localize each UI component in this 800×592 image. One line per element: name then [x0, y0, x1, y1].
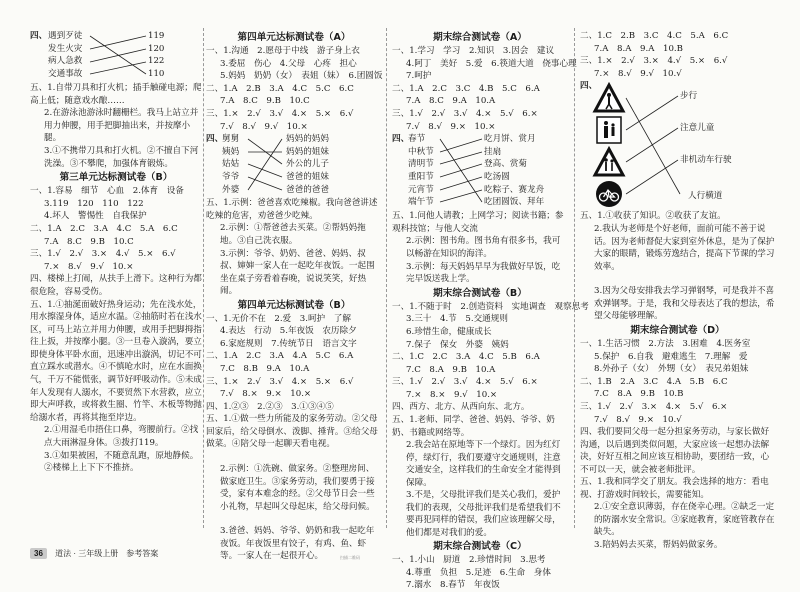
match-left-item: 清明节 — [408, 159, 434, 170]
answer-block: 一、1.学习 学习 2.知识 3.因会 建议 4.阿丁 美好 5.爱 6.筷道大道 侥事心理 7.呵护 二、1.A 2.C 3.C 4.B 5.C 6.A 7.A 8.C 9.A 10.A 三、1.√ 2.√ 3.√ 4.× 5.√ 6.× 7.√ 8.√ 9.× 10.× — [392, 46, 577, 132]
column-divider — [203, 28, 204, 528]
match-right-item: 122 — [148, 56, 165, 67]
match-left-item: 重阳节 — [408, 171, 434, 182]
qr-note: 扫描二维码 — [340, 555, 360, 560]
sign-label: 步行 — [680, 91, 698, 102]
column-4 — [580, 30, 775, 552]
sign-label: 人行横道 — [688, 191, 723, 202]
section-title: 期末综合测试卷（B） — [433, 287, 527, 299]
answer-block: 一、1.无价不在 2.爱 3.呵护 了解 4.表达 行动 5.年夜饭 农历除夕 6.家庭规则 7.传统节日 语言文字 二、1.A 2.C 3.A 4.A 5.C 6.A 7.C 8.B 9.A 10.A 三、1.× 2.√ 3.√ 4.× 5.× 6.√ 7.√ 8.× 9.× 10.× 四、1.②③ 2.②③ 3.①③④⑤ 五、1.①做一些力所能及的家务劳动。②父母回家后，给父母倒水、泼脚、捶背。③给父母做菜。④陪父母一起聊天看电视。 2.示例：①洗碗、做家务。②整理房间、做家庭卫生。③家务劳动，我们要勇于接受，家有本难念的经。②父母节日会一些小礼物，早起叫父母起床，给父母问候。 3.爸爸、妈妈、爷爷、奶奶和我一起吃年夜饭。年夜饭里有饺子，有鸡、鱼、虾等。一家人在一起很开心。 — [206, 313, 378, 562]
match-lines — [440, 133, 484, 210]
match-right-item: 妈妈的姐妹 — [286, 146, 329, 157]
match-right-item: 120 — [148, 43, 165, 54]
traffic-sign-matching: 四、 步行 注意儿童 非机动车行驶 人行横道 — [580, 80, 775, 210]
answer-block: 一、1.沟通 2.愿母于中线 游子身上衣 3.委屈 伤心 4.父母 心疼 担心 5.妈妈 奶奶（女） 表姐（妹） 6.团圆饭 二、1.A 2.B 3.A 4.C 5.C 6.C 7.A 8.C 9.B 10.C 三、1.× 2.√ 3.√ 4.× 5.× 6.√ 7.√ 8.√ 9.√ 10.× — [206, 46, 383, 132]
page-footer — [30, 548, 158, 559]
match-right-item: 爸爸的爸爸 — [286, 184, 329, 195]
answer-block: 五、1.自带刀具和打火机；插手触碰电源；爬高上低；随意戏水酿…… 2.在游泳池游泳时翻栅栏。我马上站立并用力伸腰，用手把脚抽出来，并按摩小腿。 3.①不携带刀具和打火机。②不擅自下河洗澡。③不攀爬，加强体育锻炼。 — [30, 83, 202, 169]
section-title: 第三单元达标测试卷（B） — [59, 172, 173, 184]
match-lines — [248, 133, 284, 197]
match-left-item: 交通事故 — [48, 68, 83, 79]
match-right-item: 外公的儿子 — [286, 159, 329, 170]
match-left-item: 元宵节 — [408, 184, 434, 195]
match-left-item: 舅舅 — [222, 134, 240, 145]
answer-block: 一、1.容易 细节 心血 2.体育 设备 3.119 120 110 122 4.坏人 警惕性 自我保护 二、1.A 2.C 3.A 4.C 5.A 6.C 7.A 8.C 9.B 10.C 三、1.√ 2.√ 3.× 4.√ 5.× 6.√ 7.× 8.√ 9.√ 10.× 四、楼梯上打闹，从扶手上滑下。这种行为都很危险，容易受伤。 五、1.①抽涎面破好热身运动；先在浅水处，用水擦湿身体，适应水温。②抽筋时若在浅水区，可马上站立并用力伸腰，或用手把脚拇指往上扳，并按摩小腿。③一旦卷入漩涡，要立即使身体平卧水面，迅速冲出漩涡，切记不可直立踩水或潜水。④不慎呛水时，应在水面换气，千万不能慌张，调节好呼吸动作。⑤未成年人发现有人溺水，不要贸然下水营救，应立即大声呼救，或将救生圈、竹竿、木板等物抛给溺水者，再将其拖至岸边。 2.①用湿毛巾捂住口鼻，弯腰前行。②找点大雨淋湿身体。③拨打119。 3.①如果被困，不随意乱跑，原地静候。②楼梯上上下下不推挤。 — [30, 186, 202, 474]
column-divider — [386, 28, 387, 528]
bicycle-sign-icon — [595, 180, 623, 213]
match-right-item: 110 — [148, 68, 165, 79]
section-title: 第四单元达标测试卷（B） — [237, 299, 351, 311]
section-title: 第四单元达标测试卷（A） — [237, 32, 351, 43]
sign-label: 非机动车行驶 — [680, 155, 732, 166]
answer-block: 一、1.生活习惯 2.方法 3.困难 4.医务室 5.保护 6.自我 避难逃生 7.理解 爱 8.外孙子（女） 外甥（女） 表兄弟姐妹 二、1.B 2.A 3.C 4.A 5.B 6.C 7.C 8.A 9.B 10.B 三、1.√ 2.√ 3.× 4.× 5.√ 6.× 7.√ 8.√ 9.× 10.√ 四、我们要同父母一起分担家务劳动，与家长做好沟通，以后遇到类似问题，大家应该一起想办法解决，好好互相之间应该互相协助，要团结一致，心不可以一天，就会被老师批评。 五、1.我和同学交了朋友。我会选择的地方：看电视、打游戏时间较长，需要能知。 2.①安全意识薄弱，存在侥幸心理。②缺乏一定的防溺水安全常识。③家庭教育，家庭管教存在缺失。 3.陪妈妈去买菜，帮妈妈做家务。 — [580, 338, 775, 551]
column-1 — [30, 30, 202, 475]
answer-block: 一、1.小山 厨道 2.珍惜时间 3.思考 4.尊重 负担 5.足迹 6.生命 身体 7.溺水 8.春节 年夜饭 — [392, 555, 551, 591]
match-lines — [626, 80, 686, 210]
column-2 — [206, 30, 382, 575]
match-left-item: 中秋节 — [408, 146, 434, 157]
sign-label: 注意儿童 — [680, 123, 715, 134]
footer-text: 道法 · 三年级上册 参考答案 — [55, 549, 159, 558]
section-title: 期末综合测试卷（A） — [433, 32, 527, 43]
pedestrian-warning-sign-icon — [594, 84, 624, 117]
match-right-item: 登高、赏菊 — [484, 159, 527, 170]
match-left-item: 姑姑 — [222, 159, 240, 170]
match-left-item: 遇到歹徒 — [48, 31, 83, 41]
section-title: 期末综合测试卷（D） — [630, 324, 725, 336]
match-right-item: 吃粽子、赛龙舟 — [484, 184, 545, 195]
column-divider — [574, 28, 575, 528]
match-lines — [90, 30, 150, 82]
match-right-item: 吃汤圆 — [484, 171, 510, 182]
match-left-item: 姨妈 — [222, 146, 240, 157]
match-right-item: 妈妈的妈妈 — [286, 134, 329, 145]
page-number: 36 — [30, 548, 47, 559]
answer-block: 五、1.问他人请教；上网学习；阅读书籍；参观科技馆；与他人交流 2.示例：图书角。图书角有很多书，我可以畅游在知识的海洋。 3.示例：每天妈妈早早为我做好早饭，吃完早饭送我上学。 — [392, 211, 564, 285]
answer-block: 二、1.C 2.B 3.C 4.C 5.A 6.C 7.A 8.A 9.A 10.B 三、1.× 2.√ 3.× 4.√ 5.× 6.√ 7.× 8.√ 9.√ 10.√ — [580, 31, 729, 79]
column-3 — [392, 30, 589, 592]
pedestrian-sign-icon — [596, 116, 622, 149]
match-left-item: 爷爷 — [222, 171, 240, 182]
match-left-item: 端午节 — [408, 197, 434, 208]
match-right-item: 吃月饼、赏月 — [484, 134, 536, 145]
answer-block: 一、1.不随于时 2.创造资料 实地调查 观察思考 3.三十 4.节 5.交通规则 6.珍惜生命，健康成长 7.保子 保女 外婆 姨妈 二、1.C 2.C 3.A 4.C 5.B 6.A 7.C 8.A 9.B 10.A 三、1.√ 2.√ 3.√ 4.× 5.√ 6.× 7.× 8.× 9.√ 10.× 四、西方、北方、从西向东、北方。 五、1.老师、同学、爸爸、妈妈、爷爷、奶奶、书籍或网络等。 2.我会站在原地等下一个绿灯。因为红灯停，绿灯行，我们要遵守交通规则，注意交通安全，这样我们的生命安全才能得到保障。 3.不是，父母批评我们是关心我们，爱护我们的表现，父母批评我们是希望我们不要再犯同样的错误，我们应该理解父母，他们都是对我们的爱。 — [392, 301, 589, 539]
match-right-item: 挂扇 — [484, 146, 502, 157]
matching-q4-col1: 四、 遇到歹徒 发生火灾 病人急救 交通事故 119 120 122 110 — [30, 30, 202, 82]
matching-q4-col3: 四、 春节 中秋节 清明节 重阳节 元宵节 端午节 吃月饼、赏月 挂扇 登高、赏菊 吃汤圆 吃粽子、赛龙舟 吃团圆饭、拜年 — [392, 133, 568, 210]
answer-block: 五、1.①收获了知识。②收获了友谊。 2.我认为老师是个好老师，面前可能不善于说话。因为老师督促大家到室外休息，是为了保护大家的眼睛，锻炼劳逸结合，提高下节课的学习效率。 3.因为父母安排我去学习弹钢琴，可是我并不喜欢弹钢琴。于是，我和父母表达了我的想法，希望父母能够理解。 — [580, 211, 775, 322]
match-left-item: 发生火灾 — [48, 43, 83, 54]
match-left-item: 外婆 — [222, 184, 240, 195]
section-title: 期末综合测试卷（C） — [433, 541, 527, 553]
match-right-item: 爸爸的姐妹 — [286, 171, 329, 182]
answer-block: 五、1.示例：爸爸喜欢吃辣椒。我向爸爸讲述吃辣的危害，劝爸爸少吃辣。 2.示例：①帮爸爸去买菜。②帮妈妈拖地。③自己洗衣服。 3.示例：爷爷、奶奶、爸爸、妈妈、叔叔、婶婶一家人在一起吃年夜饭。一起围坐在桌子旁看着春晚，说说笑笑，好热闹。 — [206, 198, 378, 297]
matching-q4-col2: 四、 舅舅 姨妈 姑姑 爷爷 外婆 妈妈的妈妈 妈妈的姐妹 外公的儿子 爸爸的姐妹 爸爸的爸爸 — [206, 133, 382, 197]
match-left-item: 春节 — [408, 134, 426, 145]
children-warning-sign-icon — [594, 148, 624, 181]
match-right-item: 119 — [148, 31, 165, 41]
match-right-item: 吃团圆饭、拜年 — [484, 197, 545, 208]
match-left-item: 病人急救 — [48, 56, 83, 67]
